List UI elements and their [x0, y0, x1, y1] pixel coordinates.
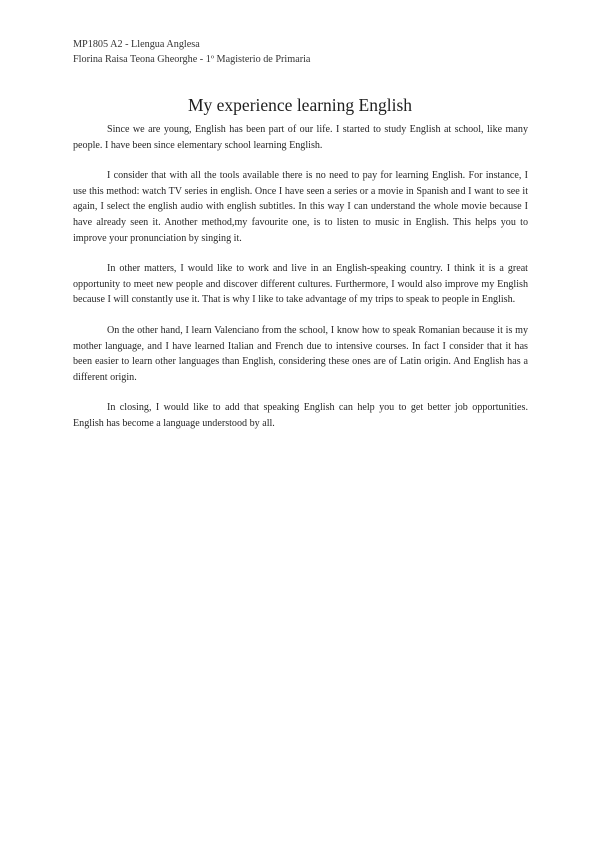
paragraph-5: In closing, I would like to add that speaking English can help you to get better job opportunities. English has become a language understood by all.	[73, 402, 528, 429]
course-line: MP1805 A2 - Llengua Anglesa	[73, 39, 200, 50]
document-header	[73, 37, 310, 67]
paragraph-4: On the other hand, I learn Valenciano from the school, I know how to speak Romanian because it is my mother language, and I have learned Italian and French due to intensive courses. In fact I consider that it has been easier to learn other languages than English, considering these ones are of Latin origin. And English has a different origin.	[73, 324, 528, 383]
paragraph-2: I consider that with all the tools available there is no need to pay for learning English. For instance, I use this method: watch TV series in english. Once I have seen a series or a movie in Spanish and I want to see it again, I select the english audio with english subtitles. In this way I can understand the whole movie because I have already seen it. Another method,my favourite one, is to listen to music in English. This helps you to improve your pronunciation by singing it.	[73, 170, 528, 244]
paragraph-1: Since we are young, English has been part of our life. I started to study English at school, like many people. I have been since elementary school learning English.	[73, 124, 528, 151]
paragraph-3: In other matters, I would like to work and live in an English-speaking country. I think it is a great opportunity to meet new people and discover different cultures. Furthermore, I would also improve my English because I will constantly use it. That is why I like to take advantage of my trips to speak to people in English.	[73, 263, 528, 306]
document-title: My experience learning English	[187, 95, 413, 115]
document-body	[73, 122, 528, 447]
author-line: Florina Raisa Teona Gheorghe - 1º Magisterio de Primaria	[73, 54, 311, 65]
